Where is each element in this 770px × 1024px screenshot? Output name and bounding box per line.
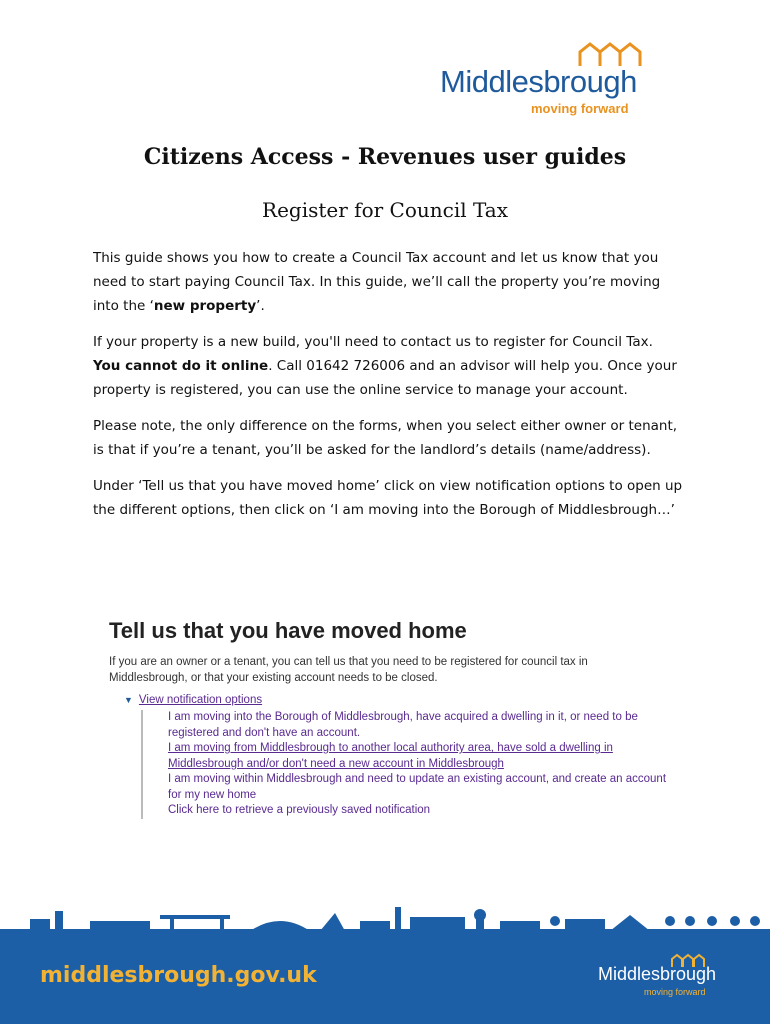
screenshot-title: Tell us that you have moved home (109, 618, 467, 643)
emphasis-cannot-online: You cannot do it online (93, 358, 269, 374)
emphasis-new-property: new property (153, 298, 257, 314)
option-moving-into[interactable]: I am moving into the Borough of Middlesbrough, have acquired a dwelling in it, or need to be registered and don't have an account. (168, 711, 638, 739)
view-notification-options-toggle[interactable]: ▼ View notification options (124, 694, 263, 706)
guide-body (93, 246, 683, 534)
logo-tagline: moving forward (531, 101, 629, 116)
town-skyline-illustration (0, 895, 770, 931)
screenshot-intro: If you are an owner or a tenant, you can tell us that you need to be registered for council tax in Middlesbrough, or that your existing account needs to be closed. (109, 656, 588, 684)
footer-logo-wordmark: Middlesbrough (598, 964, 717, 984)
footer-banner (0, 930, 770, 1024)
option-retrieve-saved[interactable]: Click here to retrieve a previously saved notification (168, 804, 431, 816)
middlesbrough-logo (440, 40, 680, 120)
paragraph-instructions: Under ‘Tell us that you have moved home’ click on view notification options to open up the different options, then click on ‘I am moving into the Borough of Middlesbrough…’ (93, 478, 683, 518)
paragraph-new-build: If your property is a new build, you'll need to contact us to register for Council Tax. You cannot do it online. Call 01642 726006 and an advisor will help you. Once your property is registered, you can use the online service to manage your account. (93, 334, 677, 398)
option-moving-within[interactable]: I am moving within Middlesbrough and need to update an existing account, and create an account for my new home (168, 773, 667, 801)
paragraph-owner-tenant: Please note, the only difference on the forms, when you select either owner or tenant, is that if you’re a tenant, you’ll be asked for the landlord’s details (name/address). (93, 418, 678, 458)
page-subtitle: Register for Council Tax (262, 198, 508, 222)
footer-logo-tagline: moving forward (644, 987, 706, 997)
embedded-screenshot (97, 610, 669, 846)
footer-logo (598, 952, 748, 1002)
logo-wordmark: Middlesbrough (440, 64, 637, 99)
website-url[interactable]: middlesbrough.gov.uk (40, 963, 317, 988)
page-title: Citizens Access - Revenues user guides (143, 144, 627, 170)
option-moving-from[interactable]: I am moving from Middlesbrough to another local authority area, have sold a dwelling in Middlesbrough and/or don't need a new account in Middlesbrough (168, 742, 613, 770)
notification-options-list (141, 710, 668, 819)
triangle-down-icon: ▼ (124, 695, 133, 705)
paragraph-intro: This guide shows you how to create a Council Tax account and let us know that you need to start paying Council Tax. In this guide, we’ll call the property you’re moving into the ‘new property’. (93, 250, 661, 314)
